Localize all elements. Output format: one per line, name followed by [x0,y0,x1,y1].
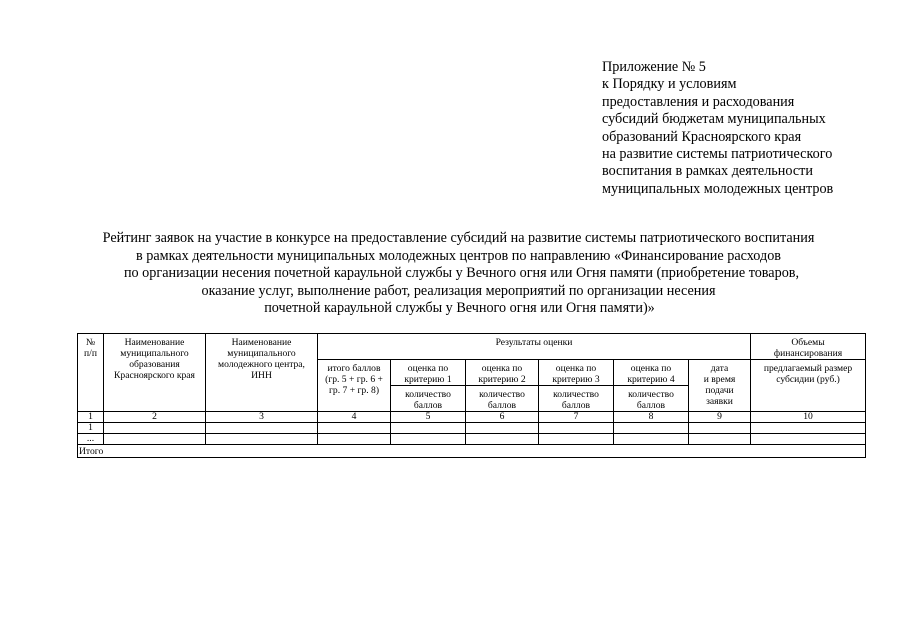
header-funding: Объемы финансирования [751,334,866,360]
table-cell [104,434,206,445]
column-number: 7 [539,412,614,423]
appendix-line: муниципальных молодежных центров [602,180,834,197]
column-number: 5 [391,412,466,423]
appendix-block [602,59,892,198]
table-cell: 1 [78,423,104,434]
appendix-line: субсидий бюджетам муниципальных [602,111,826,128]
table-cell [104,423,206,434]
table-row [78,434,866,445]
column-number: 6 [466,412,539,423]
table-cell [689,434,751,445]
header-points-2: количество баллов [466,386,539,412]
column-number-row [78,412,866,423]
appendix-line: предоставления и расходования [602,93,795,110]
rating-table [77,333,866,458]
total-label: Итого [78,445,866,458]
appendix-line: на развитие системы патриотического [602,146,833,163]
table-cell [614,434,689,445]
column-number: 3 [206,412,318,423]
table-cell [206,434,318,445]
table-cell [539,434,614,445]
column-number: 2 [104,412,206,423]
header-points-4: количество баллов [614,386,689,412]
header-youth-center: Наименование муниципального молодежного центра, ИНН [206,334,318,412]
header-points-1: количество баллов [391,386,466,412]
header-criterion-3: оценка по критерию 3 [539,360,614,386]
header-points-3: количество баллов [539,386,614,412]
header-criterion-2: оценка по критерию 2 [466,360,539,386]
table-cell [466,434,539,445]
table-cell [751,423,866,434]
header-municipality: Наименование муниципального образования Красноярского края [104,334,206,412]
appendix-line: образований Красноярского края [602,128,802,145]
header-total-points: итого баллов (гр. 5 + гр. 6 + гр. 7 + гр. 8) [318,360,391,412]
column-number: 9 [689,412,751,423]
header-num: № п/п [78,334,104,412]
table-cell [206,423,318,434]
title-line: Рейтинг заявок на участие в конкурсе на предоставление субсидий на развитие системы патриотического воспитания [102,230,815,246]
table-cell [466,423,539,434]
table-cell [391,434,466,445]
table-cell [689,423,751,434]
column-number: 10 [751,412,866,423]
column-number: 8 [614,412,689,423]
header-evaluation-results: Результаты оценки [318,334,751,360]
table-cell [614,423,689,434]
header-subsidy: предлагаемый размер субсидии (руб.) [751,360,866,412]
title-line: почетной караульной службы у Вечного огня или Огня памяти)» [264,300,655,317]
title-line: в рамках деятельности муниципальных молодежных центров по направлению «Финансирование расходов [136,247,781,264]
header-datetime: дата и время подачи заявки [689,360,751,412]
column-number: 1 [78,412,104,423]
table-row [78,423,866,434]
column-number: 4 [318,412,391,423]
header-criterion-4: оценка по критерию 4 [614,360,689,386]
table-cell [751,434,866,445]
table-cell [318,434,391,445]
table-cell: ... [78,434,104,445]
header-criterion-1: оценка по критерию 1 [391,360,466,386]
document-title [0,230,905,318]
appendix-line: воспитания в рамках деятельности [602,163,813,180]
appendix-line: Приложение № 5 [602,59,706,75]
table-cell [391,423,466,434]
total-row [78,445,866,458]
table-cell [318,423,391,434]
title-line: оказание услуг, выполнение работ, реализация мероприятий по организации несения [201,282,716,299]
table-cell [539,423,614,434]
appendix-line: к Порядку и условиям [602,76,737,93]
title-line: по организации несения почетной караульной службы у Вечного огня или Огня памяти (приобретение товаров, [123,265,800,282]
